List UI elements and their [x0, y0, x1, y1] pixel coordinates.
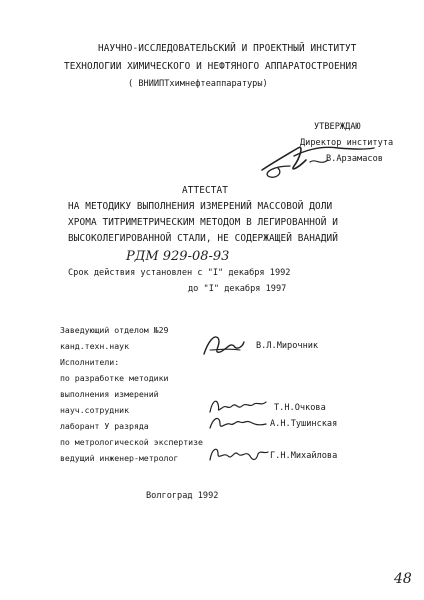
executors-label: Исполнители:: [60, 357, 120, 367]
attestat-line2: ХРОМА ТИТРИМЕТРИЧЕСКИМ МЕТОДОМ В ЛЕГИРОВАННОЙ И: [68, 217, 338, 228]
lab-assistant-signature-icon: [206, 410, 270, 434]
validity-start: Срок действия установлен с "I" декабря 1992: [68, 268, 291, 278]
attestat-line1: НА МЕТОДИКУ ВЫПОЛНЕНИЯ ИЗМЕРЕНИЙ МАССОВОЙ ДОЛИ: [68, 201, 333, 212]
lab-assistant-title: лаборант У разряда: [60, 421, 149, 431]
institute-name-line1: НАУЧНО-ИССЛЕДОВАТЕЛЬСКИЙ И ПРОЕКТНЫЙ ИНСТИТУТ: [98, 43, 357, 54]
attestat-line3: ВЫСОКОЛЕГИРОВАННОЙ СТАЛИ, НЕ СОДЕРЖАЩЕЙ ВАНАДИЙ: [68, 233, 338, 244]
document-code: РДМ 929-08-93: [126, 249, 230, 264]
metrologist-signature-icon: [206, 440, 270, 466]
director-signature-icon: [254, 136, 384, 186]
lab-assistant-name: А.Н.Тушинская: [270, 419, 338, 429]
metrology-expertise-label: по метрологической экспертизе: [60, 437, 203, 447]
institute-name-line2: ТЕХНОЛОГИИ ХИМИЧЕСКОГО И НЕФТЯНОГО АППАРАТОСТРОЕНИЯ: [64, 61, 357, 72]
metrologist-name: Г.Н.Михайлова: [270, 451, 338, 461]
city-year: Волгоград 1992: [146, 491, 219, 501]
researcher-title: науч.сотрудник: [60, 405, 130, 415]
department-head-title: Заведующий отделом №29: [60, 325, 169, 335]
page-number: 48: [394, 571, 412, 587]
approval-name: В.Арзамасов: [326, 154, 383, 164]
department-head-name: В.Л.Мирочник: [256, 341, 319, 351]
attestat-title: АТТЕСТАТ: [182, 185, 228, 196]
approval-label: УТВЕРЖДАЮ: [314, 122, 361, 132]
metrologist-title: ведущий инженер-метролог: [60, 453, 179, 463]
approval-position: Директор института: [300, 138, 394, 148]
institute-abbreviation: ( ВНИИПТхимнефтеаппаратуры): [128, 79, 268, 89]
validity-end: до "I" декабря 1997: [188, 284, 287, 294]
development-line2: выполнения измерений: [60, 389, 159, 399]
department-head-degree: канд.техн.наук: [60, 341, 130, 351]
researcher-name: Т.Н.Очкова: [274, 403, 326, 413]
development-line1: по разработке методики: [60, 373, 169, 383]
head-signature-icon: [198, 328, 248, 362]
